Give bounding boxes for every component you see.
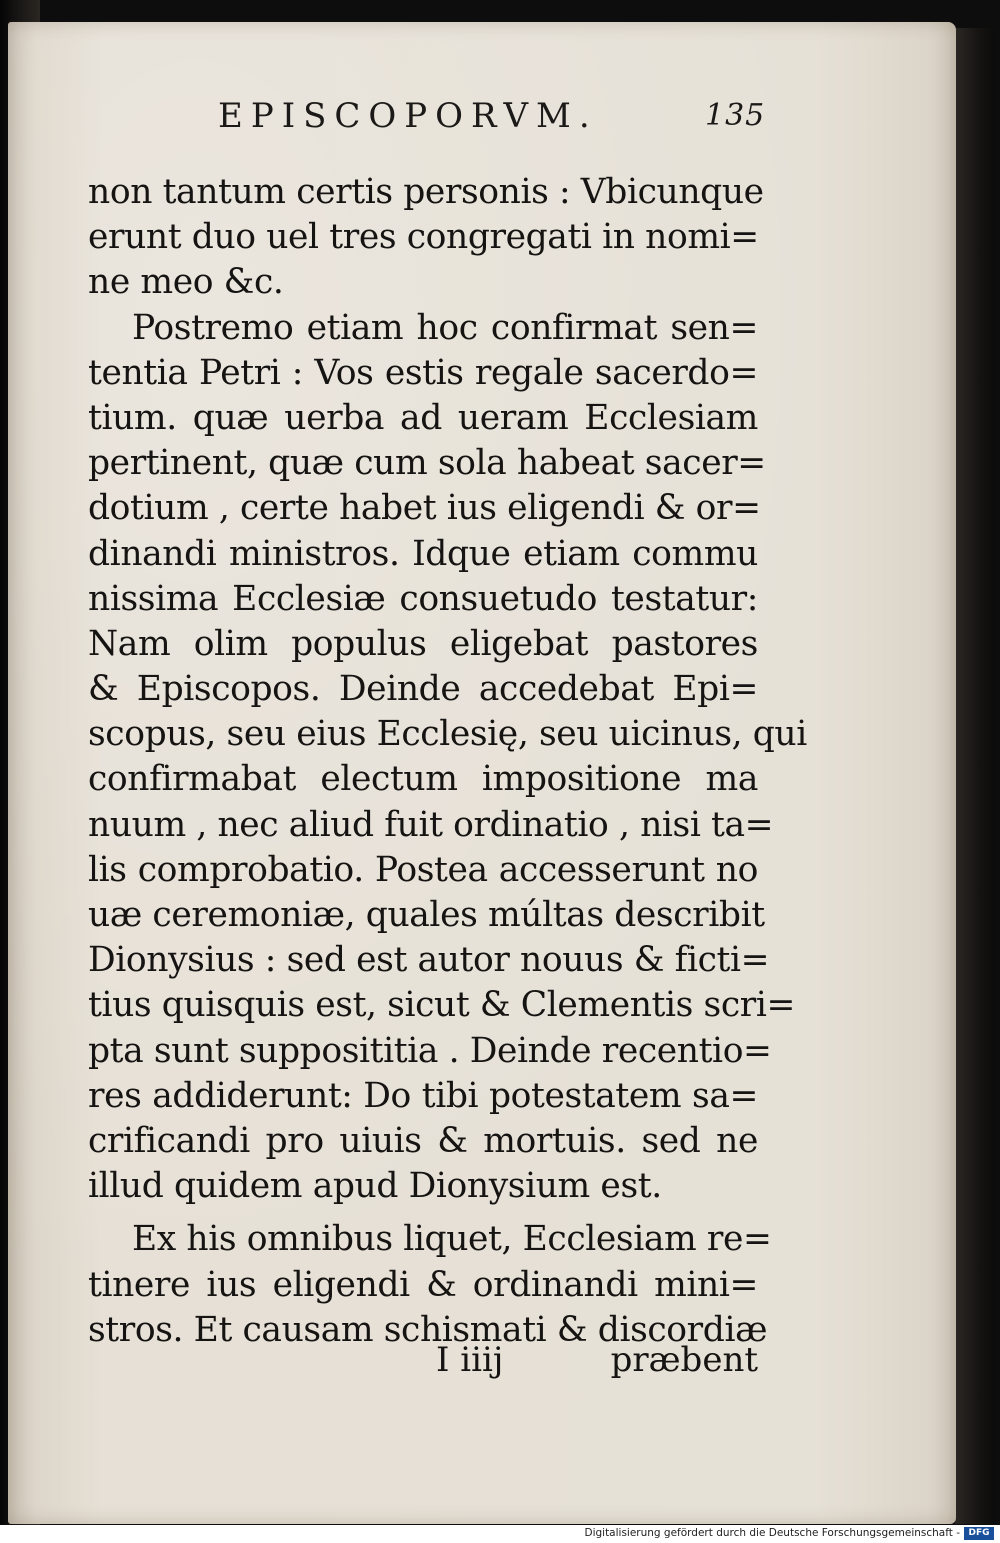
running-head: EPISCOPORVM. [218,96,598,136]
page-number: 135 [705,98,766,133]
dfg-logo: DFG [964,1527,994,1540]
text-line: pertinent, quæ cum sola habeat sacer= [88,443,766,484]
text-line: erunt duo uel tres congregati in nomi= [88,217,759,258]
credit-text: Digitalisierung gefördert durch die Deutsche Forschungsgemeinschaft - [584,1527,960,1539]
text-line: tium. quæ uerba ad ueram Ecclesiam [88,397,758,438]
text-line: tentia Petri : Vos estis regale sacerdo= [88,352,758,393]
book-right-edge [955,28,995,1524]
text-line: dotium , certe habet ius eligendi & or= [88,488,761,529]
text-line: Postremo etiam hoc confirmat sen= [132,307,758,348]
text-line: illud quidem apud Dionysium est. [88,1166,662,1207]
text-line: confirmabat electum impositione ma [88,759,758,800]
paragraph-gap [88,1209,758,1217]
text-line: nissima Ecclesiæ consuetudo testatur: [88,578,758,619]
text-line: non tantum certis personis : Vbicunque [88,172,764,212]
catchword: præbent [610,1340,758,1380]
text-line: & Episcopos. Deinde accedebat Epi= [88,669,758,710]
text-line: scopus, seu eius Ecclesię, seu uicinus, qui [88,714,807,755]
text-line: crificandi pro uiuis & mortuis. sed ne [88,1120,758,1161]
text-line: pta sunt supposititia . Deinde recentio= [88,1030,772,1071]
text-line: stros. Et causam schismati & discordiæ [88,1309,768,1350]
signature-mark: I iiij [436,1340,504,1380]
text-line: ne meo &c. [88,262,284,303]
text-line: tinere ius eligendi & ordinandi mini= [88,1264,758,1305]
text-line: Ex his omnibus liquet, Ecclesiam re= [132,1219,772,1260]
text-line: nuum , nec aliud fuit ordinatio , nisi ta= [88,804,774,845]
text-line: Nam olim populus eligebat pastores [88,623,758,664]
page-header [80,96,780,146]
text-line: lis comprobatio. Postea accesserunt no [88,849,758,890]
text-line: dinandi ministros. Idque etiam commu [88,533,758,574]
credit-bar [0,1525,1000,1543]
text-line: Dionysius : sed est autor nouus & ficti= [88,940,770,981]
text-line: uæ ceremoniæ, quales múltas describit [88,895,765,935]
text-line: tius quisquis est, sicut & Clementis scri= [88,985,795,1026]
page-footer [88,1340,758,1390]
text-line: res addiderunt: Do tibi potestatem sa= [88,1075,758,1116]
body-text [88,170,807,1353]
